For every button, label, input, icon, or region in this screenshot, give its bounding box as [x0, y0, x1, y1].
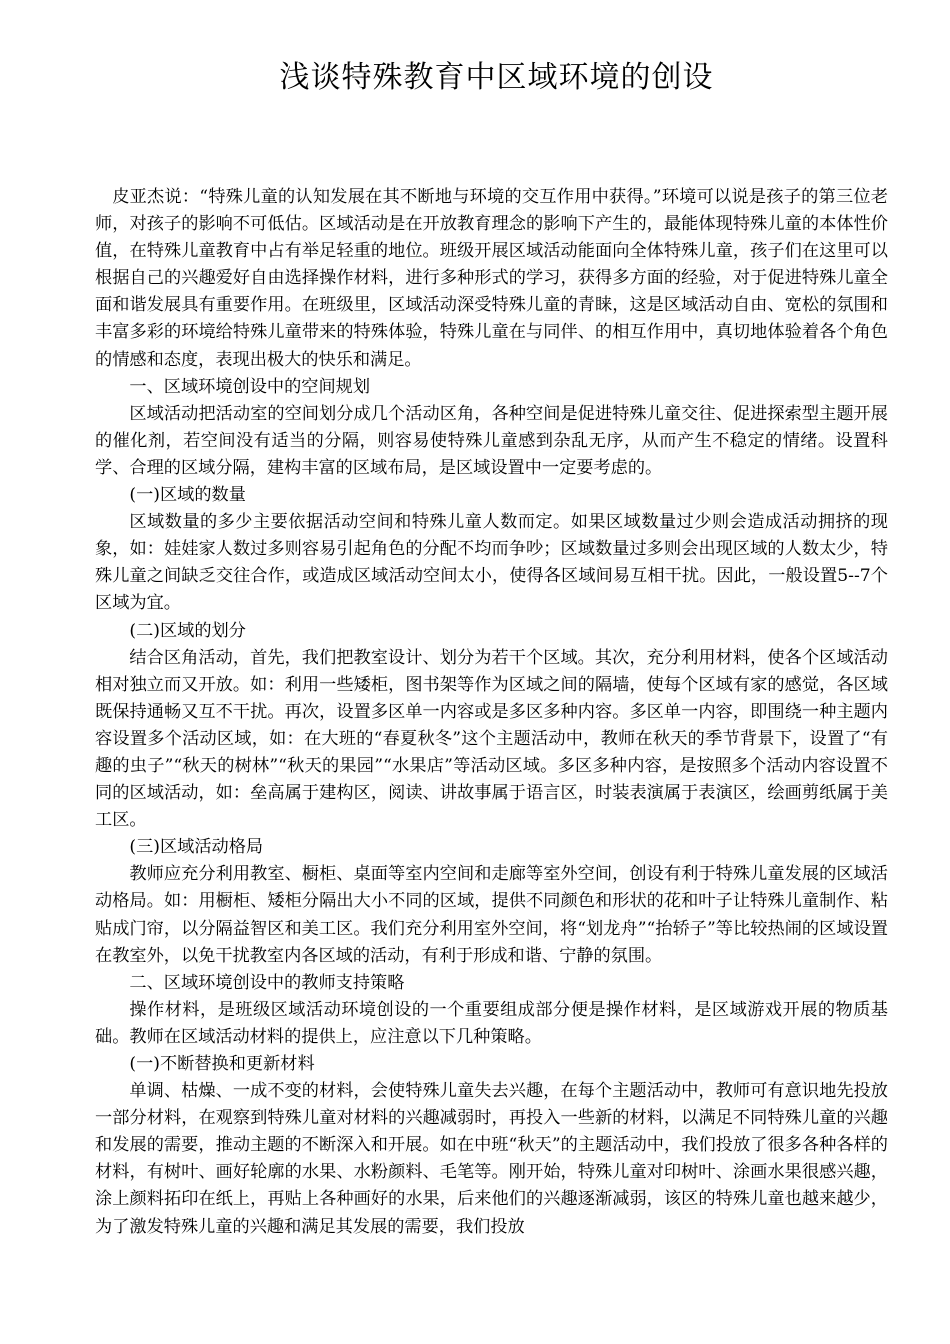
body-paragraph: 操作材料，是班级区域活动环境创设的一个重要组成部分便是操作材料，是区域游戏开展的物质基础。教师在区域活动材料的提供上，应注意以下几种策略。 [95, 999, 888, 1047]
document-body [95, 184, 888, 1241]
subsection-heading-1-1: (一)区域的数量 [129, 485, 246, 506]
subsection-heading-1-3: (三)区域活动格局 [129, 837, 264, 858]
section-heading-1: 一、区域环境创设中的空间规划 [129, 376, 371, 397]
intro-paragraph: 皮亚杰说：“特殊儿童的认知发展在其不断地与环境的交互作用中获得。”环境可以说是孩子的第三位老师，对孩子的影响不可低估。区域活动是在开放教育理念的影响下产生的，最能体现特殊儿童的本体性价值，在特殊儿童教育中占有举足轻重的地位。班级开展区域活动能面向全体特殊儿童，孩子们在这里可以根据自己的兴趣爱好自由选择操作材料，进行多种形式的学习，获得多方面的经验，对于促进特殊儿童全面和谐发展具有重要作用。在班级里，区域活动深受特殊儿童的青睐，这是区域活动自由、宽松的氛围和丰富多彩的环境给特殊儿童带来的特殊体验，特殊儿童在与同伴、的相互作用中，真切地体验着各个角色的情感和态度，表现出极大的快乐和满足。 [95, 187, 888, 370]
page-title: 浅谈特殊教育中区域环境的创设 [279, 60, 714, 95]
subsection-heading-2-1: (一)不断替换和更新材料 [129, 1054, 315, 1074]
subsection-heading-1-2: (二)区域的划分 [129, 620, 246, 641]
body-paragraph: 单调、枯燥、一成不变的材料，会使特殊儿童失去兴趣，在每个主题活动中，教师可有意识地先投放一部分材料，在观察到特殊儿童对材料的兴趣减弱时，再投入一些新的材料，以满足不同特殊儿童的兴趣和发展的需要，推动主题的不断深入和开展。如在中班“秋天”的主题活动中，我们投放了很多各种各样的材料，有树叶、画好轮廓的水果、水粉颜料、毛笔等。刚开始，特殊儿童对印树叶、涂画水果很感兴趣，涂上颜料拓印在纸上，再贴上各种画好的水果，后来他们的兴趣逐渐减弱，该区的特殊儿童也越来越少，为了激发特殊儿童的兴趣和满足其发展的需要，我们投放 [95, 1081, 888, 1237]
body-paragraph: 区域活动把活动室的空间划分成几个活动区角，各种空间是促进特殊儿童交往、促进探索型主题开展的催化剂，若空间没有适当的分隔，则容易使特殊儿童感到杂乱无序，从而产生不稳定的情绪。设置科学、合理的区域分隔，建构丰富的区域布局，是区域设置中一定要考虑的。 [95, 403, 888, 478]
body-paragraph: 结合区角活动，首先，我们把教室设计、划分为若干个区域。其次，充分利用材料，使各个区域活动相对独立而又开放。如：利用一些矮柜，图书架等作为区域之间的隔墙，使每个区域有家的感觉，各区域既保持通畅又互不干扰。再次，设置多区单一内容或是多区多种内容。多区单一内容，即围绕一种主题内容设置多个活动区域，如：在大班的“春夏秋冬”这个主题活动中，教师在秋天的季节背景下，设置了“有趣的虫子”“秋天的树林”“秋天的果园”“水果店”等活动区域。多区多种内容，是按照多个活动内容设置不同的区域活动，如：垒高属于建构区，阅读、讲故事属于语言区，时装表演属于表演区，绘画剪纸属于美工区。 [95, 647, 888, 831]
body-paragraph: 区域数量的多少主要依据活动空间和特殊儿童人数而定。如果区域数量过少则会造成活动拥挤的现象，如：娃娃家人数过多则容易引起角色的分配不均而争吵；区域数量过多则会出现区域的人数太少，特殊儿童之间缺乏交往合作，或造成区域活动空间太小，使得各区域间易互相干扰。因此，一般设置5--7个区域为宜。 [95, 512, 888, 614]
section-heading-2: 二、区域环境创设中的教师支持策略 [129, 972, 405, 993]
body-paragraph: 教师应充分利用教室、橱柜、桌面等室内空间和走廊等室外空间，创设有利于特殊儿童发展的区域活动格局。如：用橱柜、矮柜分隔出大小不同的区域，提供不同颜色和形状的花和叶子让特殊儿童制作、粘贴成门帘，以分隔益智区和美工区。我们充分利用室外空间，将“划龙舟”“抬轿子”等比较热闹的区域设置在教室外，以免干扰教室内各区域的活动，有利于形成和谐、宁静的氛围。 [95, 864, 888, 966]
